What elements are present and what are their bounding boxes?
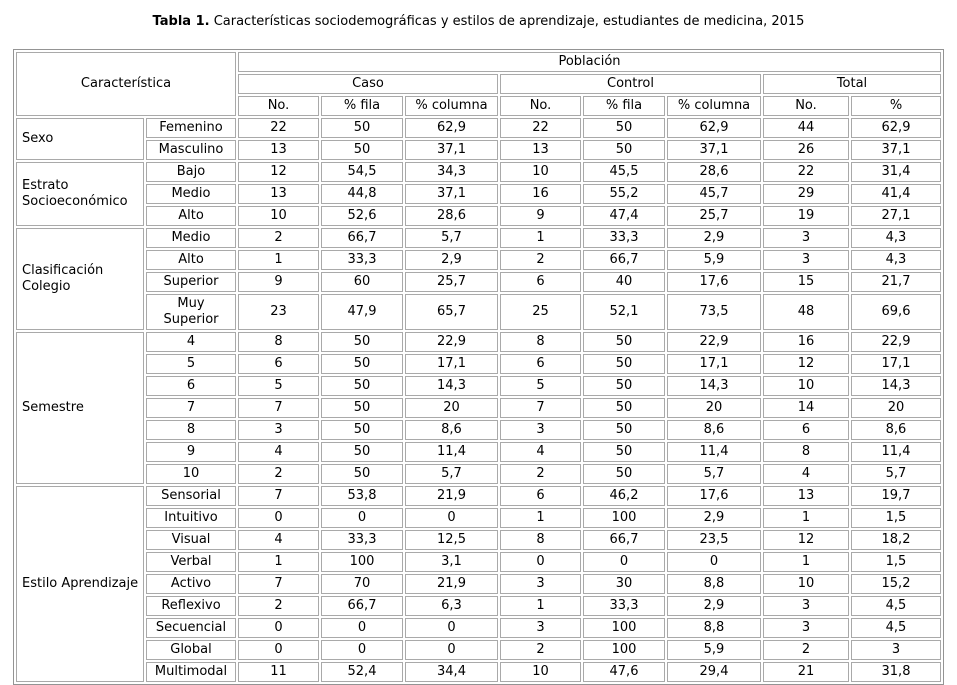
data-cell: 5,7	[405, 228, 498, 248]
data-cell: 37,1	[667, 140, 761, 160]
data-cell: 17,1	[851, 354, 941, 374]
data-cell: 50	[583, 140, 665, 160]
table-row	[16, 228, 941, 248]
header-row-poblacion	[16, 52, 941, 72]
data-cell: 52,1	[583, 294, 665, 330]
data-cell: 8,6	[405, 420, 498, 440]
row-label-cell: Reflexivo	[146, 596, 236, 616]
data-cell: 22	[238, 118, 319, 138]
row-label-cell: Intuitivo	[146, 508, 236, 528]
data-cell: 45,5	[583, 162, 665, 182]
data-cell: 50	[583, 420, 665, 440]
data-cell: 65,7	[405, 294, 498, 330]
header-group-control: Control	[500, 74, 761, 94]
data-cell: 12	[763, 354, 849, 374]
data-cell: 44,8	[321, 184, 403, 204]
data-cell: 50	[583, 464, 665, 484]
data-cell: 28,6	[667, 162, 761, 182]
data-cell: 50	[583, 398, 665, 418]
data-cell: 17,6	[667, 486, 761, 506]
table-row	[16, 420, 941, 440]
data-cell: 100	[583, 508, 665, 528]
data-cell: 62,9	[405, 118, 498, 138]
table-row	[16, 618, 941, 638]
data-cell: 7	[500, 398, 581, 418]
data-cell: 22	[500, 118, 581, 138]
data-cell: 4,5	[851, 596, 941, 616]
data-cell: 1	[763, 508, 849, 528]
data-cell: 18,2	[851, 530, 941, 550]
data-cell: 11,4	[667, 442, 761, 462]
data-cell: 9	[500, 206, 581, 226]
data-cell: 40	[583, 272, 665, 292]
data-cell: 0	[238, 508, 319, 528]
table-caption-label: Tabla 1.	[152, 14, 210, 29]
data-cell: 66,7	[321, 596, 403, 616]
data-cell: 8	[763, 442, 849, 462]
data-cell: 41,4	[851, 184, 941, 204]
table-caption-text: Características sociodemográficas y estilos de aprendizaje, estudiantes de medicina, 2015	[209, 14, 805, 29]
data-cell: 33,3	[583, 228, 665, 248]
data-cell: 25,7	[667, 206, 761, 226]
data-cell: 21,9	[405, 486, 498, 506]
data-cell: 1	[500, 508, 581, 528]
data-cell: 0	[405, 508, 498, 528]
row-label-cell: Verbal	[146, 552, 236, 572]
data-cell: 3	[763, 228, 849, 248]
data-cell: 14,3	[851, 376, 941, 396]
data-cell: 22,9	[851, 332, 941, 352]
data-cell: 54,5	[321, 162, 403, 182]
data-cell: 8,8	[667, 618, 761, 638]
data-cell: 6	[500, 354, 581, 374]
data-cell: 1	[238, 552, 319, 572]
data-cell: 2,9	[405, 250, 498, 270]
data-cell: 52,6	[321, 206, 403, 226]
data-cell: 34,3	[405, 162, 498, 182]
data-cell: 29,4	[667, 662, 761, 682]
data-cell: 53,8	[321, 486, 403, 506]
data-cell: 4,3	[851, 250, 941, 270]
data-cell: 37,1	[405, 140, 498, 160]
row-label-cell: Activo	[146, 574, 236, 594]
data-cell: 47,4	[583, 206, 665, 226]
data-cell: 10	[500, 662, 581, 682]
data-cell: 45,7	[667, 184, 761, 204]
row-label-cell: Masculino	[146, 140, 236, 160]
data-cell: 2,9	[667, 596, 761, 616]
data-cell: 5,9	[667, 640, 761, 660]
data-cell: 7	[238, 574, 319, 594]
data-cell: 13	[500, 140, 581, 160]
data-cell: 0	[405, 640, 498, 660]
data-cell: 9	[238, 272, 319, 292]
header-total-no: No.	[763, 96, 849, 116]
data-cell: 15,2	[851, 574, 941, 594]
header-caso-pct-columna: % columna	[405, 96, 498, 116]
header-caso-pct-fila: % fila	[321, 96, 403, 116]
data-cell: 4,5	[851, 618, 941, 638]
data-cell: 15	[763, 272, 849, 292]
data-cell: 66,7	[583, 530, 665, 550]
data-cell: 13	[238, 140, 319, 160]
section-label-cell: Sexo	[16, 118, 144, 160]
row-label-cell: Visual	[146, 530, 236, 550]
data-cell: 21	[763, 662, 849, 682]
table-row	[16, 486, 941, 506]
row-label-cell: 6	[146, 376, 236, 396]
data-cell: 50	[321, 140, 403, 160]
data-cell: 8,6	[667, 420, 761, 440]
section-label-cell: Estilo Aprendizaje	[16, 486, 144, 682]
data-cell: 0	[238, 640, 319, 660]
table-row	[16, 596, 941, 616]
table-row	[16, 376, 941, 396]
data-cell: 27,1	[851, 206, 941, 226]
data-cell: 50	[583, 442, 665, 462]
table-row	[16, 442, 941, 462]
data-cell: 50	[321, 118, 403, 138]
table-row	[16, 206, 941, 226]
data-cell: 66,7	[583, 250, 665, 270]
header-poblacion: Población	[238, 52, 941, 72]
data-cell: 3	[500, 618, 581, 638]
table-row	[16, 662, 941, 682]
section-label-cell: Semestre	[16, 332, 144, 484]
data-cell: 62,9	[851, 118, 941, 138]
data-cell: 3	[763, 250, 849, 270]
row-label-cell: Bajo	[146, 162, 236, 182]
row-label-cell: 5	[146, 354, 236, 374]
data-cell: 23,5	[667, 530, 761, 550]
data-cell: 13	[238, 184, 319, 204]
data-cell: 10	[763, 574, 849, 594]
header-caracteristica: Característica	[16, 52, 236, 116]
header-control-pct-columna: % columna	[667, 96, 761, 116]
table-row	[16, 272, 941, 292]
table-row	[16, 332, 941, 352]
data-cell: 5,9	[667, 250, 761, 270]
row-label-cell: Secuencial	[146, 618, 236, 638]
data-cell: 10	[500, 162, 581, 182]
table-row	[16, 354, 941, 374]
data-cell: 5	[238, 376, 319, 396]
header-group-total: Total	[763, 74, 941, 94]
table-row	[16, 184, 941, 204]
data-cell: 28,6	[405, 206, 498, 226]
data-cell: 6	[500, 486, 581, 506]
data-cell: 5,7	[667, 464, 761, 484]
data-cell: 50	[321, 442, 403, 462]
data-cell: 33,3	[583, 596, 665, 616]
data-cell: 47,9	[321, 294, 403, 330]
table-row	[16, 552, 941, 572]
data-cell: 3	[238, 420, 319, 440]
data-cell: 7	[238, 486, 319, 506]
data-cell: 0	[405, 618, 498, 638]
table-row	[16, 294, 941, 330]
row-label-cell: Muy Superior	[146, 294, 236, 330]
data-cell: 50	[583, 332, 665, 352]
table-row	[16, 162, 941, 182]
data-cell: 50	[583, 376, 665, 396]
data-cell: 100	[321, 552, 403, 572]
data-cell: 1	[500, 596, 581, 616]
table-header	[16, 52, 941, 116]
data-cell: 5,7	[405, 464, 498, 484]
data-cell: 25	[500, 294, 581, 330]
data-cell: 3	[763, 596, 849, 616]
data-cell: 30	[583, 574, 665, 594]
data-cell: 8	[238, 332, 319, 352]
data-cell: 2	[500, 250, 581, 270]
sociodemographic-table	[13, 49, 944, 685]
data-cell: 10	[238, 206, 319, 226]
data-cell: 3	[851, 640, 941, 660]
data-cell: 21,7	[851, 272, 941, 292]
data-cell: 19	[763, 206, 849, 226]
table-row	[16, 574, 941, 594]
row-label-cell: Medio	[146, 228, 236, 248]
data-cell: 8,8	[667, 574, 761, 594]
data-cell: 3	[500, 574, 581, 594]
row-label-cell: Global	[146, 640, 236, 660]
data-cell: 4	[500, 442, 581, 462]
data-cell: 0	[321, 618, 403, 638]
data-cell: 2	[238, 464, 319, 484]
table-row	[16, 140, 941, 160]
data-cell: 6	[763, 420, 849, 440]
data-cell: 16	[500, 184, 581, 204]
header-control-pct-fila: % fila	[583, 96, 665, 116]
data-cell: 1,5	[851, 508, 941, 528]
row-label-cell: 4	[146, 332, 236, 352]
section-label-cell: Estrato Socioeconómico	[16, 162, 144, 226]
data-cell: 69,6	[851, 294, 941, 330]
data-cell: 44	[763, 118, 849, 138]
row-label-cell: 7	[146, 398, 236, 418]
data-cell: 0	[500, 552, 581, 572]
table-row	[16, 118, 941, 138]
data-cell: 37,1	[405, 184, 498, 204]
table-row	[16, 530, 941, 550]
row-label-cell: Multimodal	[146, 662, 236, 682]
row-label-cell: Alto	[146, 250, 236, 270]
table-row	[16, 464, 941, 484]
data-cell: 12	[238, 162, 319, 182]
data-cell: 50	[321, 420, 403, 440]
data-cell: 46,2	[583, 486, 665, 506]
data-cell: 33,3	[321, 530, 403, 550]
data-cell: 0	[583, 552, 665, 572]
data-cell: 50	[583, 118, 665, 138]
data-cell: 11,4	[851, 442, 941, 462]
table-row	[16, 508, 941, 528]
table-body	[16, 118, 941, 682]
header-group-caso: Caso	[238, 74, 498, 94]
data-cell: 50	[321, 464, 403, 484]
data-cell: 17,6	[667, 272, 761, 292]
data-cell: 31,8	[851, 662, 941, 682]
data-cell: 22,9	[405, 332, 498, 352]
data-cell: 29	[763, 184, 849, 204]
data-cell: 55,2	[583, 184, 665, 204]
row-label-cell: Alto	[146, 206, 236, 226]
data-cell: 50	[583, 354, 665, 374]
data-cell: 31,4	[851, 162, 941, 182]
data-cell: 4	[238, 530, 319, 550]
data-cell: 17,1	[667, 354, 761, 374]
data-cell: 13	[763, 486, 849, 506]
table-row	[16, 640, 941, 660]
data-cell: 4,3	[851, 228, 941, 248]
data-cell: 12	[763, 530, 849, 550]
data-cell: 22,9	[667, 332, 761, 352]
data-cell: 26	[763, 140, 849, 160]
data-cell: 0	[238, 618, 319, 638]
data-cell: 4	[238, 442, 319, 462]
data-cell: 20	[405, 398, 498, 418]
data-cell: 2	[500, 640, 581, 660]
row-label-cell: 9	[146, 442, 236, 462]
data-cell: 3	[500, 420, 581, 440]
data-cell: 66,7	[321, 228, 403, 248]
data-cell: 16	[763, 332, 849, 352]
data-cell: 1	[500, 228, 581, 248]
table-row	[16, 250, 941, 270]
row-label-cell: 10	[146, 464, 236, 484]
data-cell: 100	[583, 640, 665, 660]
data-cell: 21,9	[405, 574, 498, 594]
data-cell: 8,6	[851, 420, 941, 440]
table-caption	[0, 14, 957, 30]
data-cell: 8	[500, 530, 581, 550]
data-cell: 20	[667, 398, 761, 418]
data-cell: 14	[763, 398, 849, 418]
data-cell: 100	[583, 618, 665, 638]
header-total-pct: %	[851, 96, 941, 116]
data-cell: 22	[763, 162, 849, 182]
row-label-cell: Medio	[146, 184, 236, 204]
data-cell: 14,3	[405, 376, 498, 396]
data-cell: 50	[321, 354, 403, 374]
section-label-cell: Clasificación Colegio	[16, 228, 144, 330]
data-cell: 25,7	[405, 272, 498, 292]
data-cell: 2	[500, 464, 581, 484]
data-cell: 48	[763, 294, 849, 330]
data-cell: 0	[321, 508, 403, 528]
data-cell: 19,7	[851, 486, 941, 506]
data-cell: 7	[238, 398, 319, 418]
row-label-cell: 8	[146, 420, 236, 440]
data-cell: 8	[500, 332, 581, 352]
data-cell: 3,1	[405, 552, 498, 572]
header-control-no: No.	[500, 96, 581, 116]
data-cell: 11,4	[405, 442, 498, 462]
data-cell: 3	[763, 618, 849, 638]
row-label-cell: Superior	[146, 272, 236, 292]
row-label-cell: Sensorial	[146, 486, 236, 506]
data-cell: 2,9	[667, 508, 761, 528]
data-cell: 5	[500, 376, 581, 396]
data-cell: 2	[238, 596, 319, 616]
data-cell: 12,5	[405, 530, 498, 550]
header-caso-no: No.	[238, 96, 319, 116]
data-cell: 0	[321, 640, 403, 660]
table-row	[16, 398, 941, 418]
data-cell: 11	[238, 662, 319, 682]
data-cell: 50	[321, 332, 403, 352]
data-cell: 1	[763, 552, 849, 572]
data-cell: 6	[500, 272, 581, 292]
data-cell: 20	[851, 398, 941, 418]
data-cell: 33,3	[321, 250, 403, 270]
data-cell: 14,3	[667, 376, 761, 396]
data-cell: 70	[321, 574, 403, 594]
data-cell: 50	[321, 398, 403, 418]
data-cell: 5,7	[851, 464, 941, 484]
data-cell: 34,4	[405, 662, 498, 682]
data-cell: 37,1	[851, 140, 941, 160]
data-cell: 1,5	[851, 552, 941, 572]
data-cell: 6	[238, 354, 319, 374]
data-cell: 10	[763, 376, 849, 396]
data-cell: 4	[763, 464, 849, 484]
data-cell: 23	[238, 294, 319, 330]
data-cell: 0	[667, 552, 761, 572]
data-cell: 62,9	[667, 118, 761, 138]
data-cell: 1	[238, 250, 319, 270]
data-cell: 52,4	[321, 662, 403, 682]
data-cell: 73,5	[667, 294, 761, 330]
data-cell: 2	[238, 228, 319, 248]
data-cell: 2	[763, 640, 849, 660]
row-label-cell: Femenino	[146, 118, 236, 138]
data-cell: 60	[321, 272, 403, 292]
data-cell: 17,1	[405, 354, 498, 374]
data-cell: 6,3	[405, 596, 498, 616]
data-cell: 2,9	[667, 228, 761, 248]
data-cell: 47,6	[583, 662, 665, 682]
data-cell: 50	[321, 376, 403, 396]
